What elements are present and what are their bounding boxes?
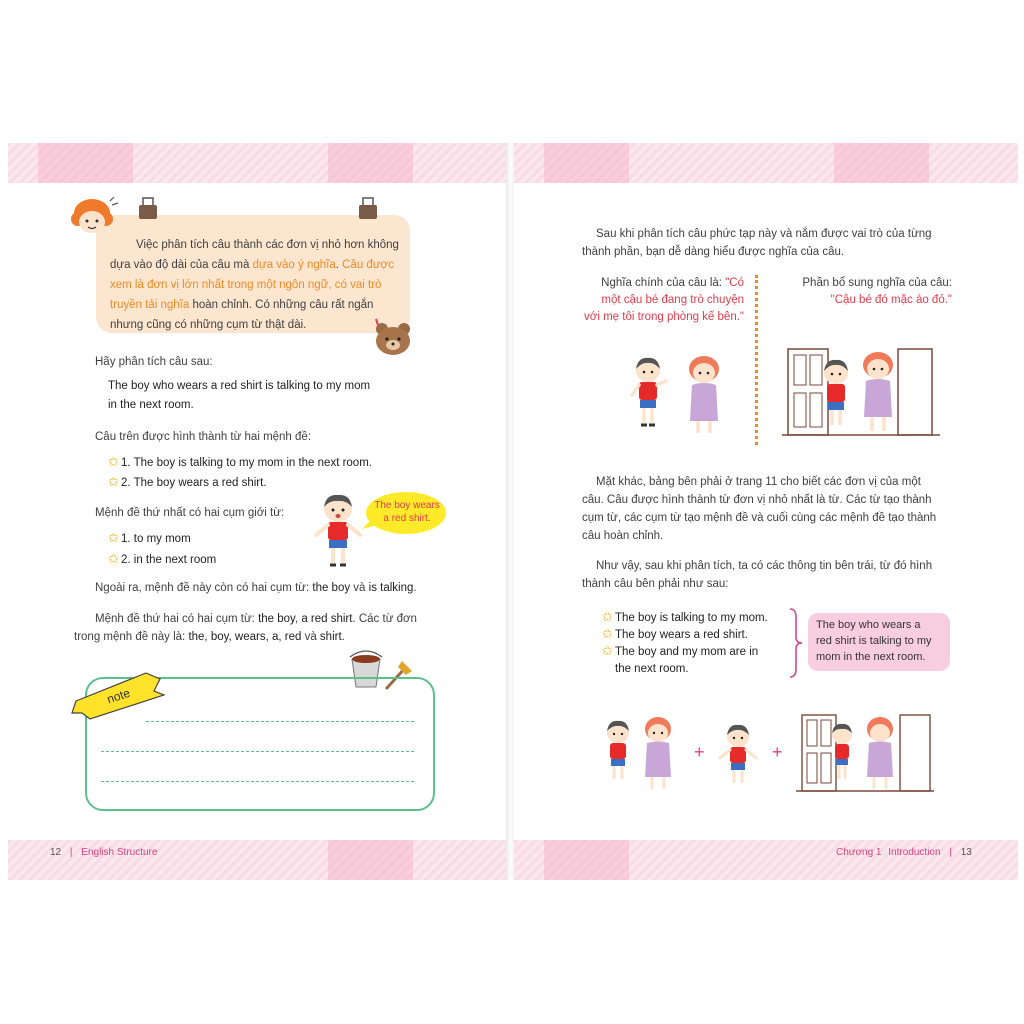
door-scene-small-illustration: [796, 709, 936, 801]
speech-bubble-text: The boy wears a red shirt.: [374, 500, 440, 524]
analyze-prompt: Hãy phân tích câu sau:: [95, 356, 213, 368]
bear-icon: [372, 317, 416, 357]
example-sentence-line1: The boy who wears a red shirt is talking to my mom: [108, 380, 371, 392]
star-icon: ✩: [602, 643, 613, 658]
result-sentence: The boy who wears a red shirt is talking to my mom in the next room.: [816, 619, 932, 663]
right-page: [514, 143, 1018, 880]
boy-and-mom-small-illustration: [596, 715, 682, 795]
door-scene-illustration: [782, 341, 942, 445]
boy-and-mom-illustration: [624, 351, 734, 441]
summary-item-2: ✩ The boy wears a red shirt.: [602, 626, 748, 641]
intro-paragraph: Việc phân tích câu thành các đơn vị nhỏ hơn không dựa vào độ dài của câu mà dựa vào ý nghĩa. Câu được xem là đơn vị lớn nhất trong một ngôn ngữ, có vai trò truyền tải nghĩa hoàn chỉnh. Có những câu rất ngắn nhưng cũng có những cụm từ thật dài.: [110, 239, 399, 331]
star-icon: ✩: [602, 609, 613, 624]
extra-meaning: Phần bổ sung nghĩa của câu: "Cậu bé đó mặc áo đỏ.": [802, 277, 952, 306]
clause-item-1: ✩ 1. The boy is talking to my mom in the next room.: [108, 454, 372, 469]
star-icon: ✩: [602, 626, 613, 641]
top-pattern-band: [8, 143, 508, 183]
example-sentence-line2: in the next room.: [108, 399, 194, 411]
star-icon: ✩: [108, 474, 119, 489]
para3-line1: Như vậy, sau khi phân tích, ta có các thông tin bên trái, từ đó hình: [596, 560, 933, 572]
left-page: [8, 143, 508, 880]
para1-line1: Sau khi phân tích câu phức tạp này và nắm được vai trò của từng: [596, 228, 932, 240]
girl-face-icon: [70, 195, 120, 239]
summary-item-1: ✩ The boy is talking to my mom.: [602, 609, 768, 624]
para2-line2: câu. Câu được hình thành từ đơn vị nhỏ nhất là từ. Các từ tạo thành: [582, 494, 932, 506]
boy-small-illustration: [716, 723, 762, 795]
formed-from-text: Câu trên được hình thành từ hai mệnh đề:: [95, 431, 312, 443]
clause-item-2: ✩ 2. The boy wears a red shirt.: [108, 474, 267, 489]
footer-left: 12 | English Structure: [50, 847, 158, 858]
star-icon: ✩: [108, 530, 119, 545]
plus-sign: +: [772, 742, 783, 762]
para2-line4: câu hoàn chỉnh.: [582, 530, 664, 542]
binder-clip-icon: [136, 195, 160, 221]
main-meaning: Nghĩa chính của câu là: "Có một cậu bé đang trò chuyện với mẹ tôi trong phòng kế bên.": [584, 277, 744, 323]
summary-item-3: ✩ The boy and my mom are in the next room.: [602, 643, 759, 675]
top-pattern-band: [514, 143, 1018, 183]
second-clause-paragraph-line1: Mệnh đề thứ hai có hai cụm từ: the boy, a red shirt. Các từ đơn: [95, 613, 417, 625]
curly-brace-icon: [788, 607, 804, 679]
dotted-divider: [755, 275, 758, 445]
para1-line2: thành phần, bạn dễ dàng hiểu được nghĩa của câu.: [582, 246, 845, 258]
note-line: [101, 751, 414, 752]
note-label: note: [105, 685, 132, 707]
second-clause-paragraph-line2: trong mệnh đề này là: the, boy, wears, a, red và shirt.: [74, 631, 345, 643]
note-line: [146, 721, 414, 722]
plus-sign: +: [694, 742, 705, 762]
note-line: [101, 781, 414, 782]
binder-clip-icon: [356, 195, 380, 221]
besides-paragraph: Ngoài ra, mệnh đề này còn có hai cụm từ: the boy và is talking.: [95, 582, 417, 594]
para2-line1: Mặt khác, bảng bên phải ở trang 11 cho biết các đơn vị của một: [596, 476, 921, 488]
para3-line2: thành câu bên phải như sau:: [582, 578, 729, 590]
footer-right: Chương 1 Introduction | 13: [836, 847, 972, 858]
first-clause-text: Mệnh đề thứ nhất có hai cụm giới từ:: [95, 507, 285, 519]
prep-item-2: ✩ 2. in the next room: [108, 551, 217, 566]
star-icon: ✩: [108, 551, 119, 566]
boy-illustration: [308, 491, 368, 573]
prep-item-1: ✩ 1. to my mom: [108, 530, 191, 545]
star-icon: ✩: [108, 454, 119, 469]
para2-line3: cụm từ, các cụm từ tạo mệnh đề và cuối cùng các mệnh đề tạo thành: [582, 512, 937, 524]
